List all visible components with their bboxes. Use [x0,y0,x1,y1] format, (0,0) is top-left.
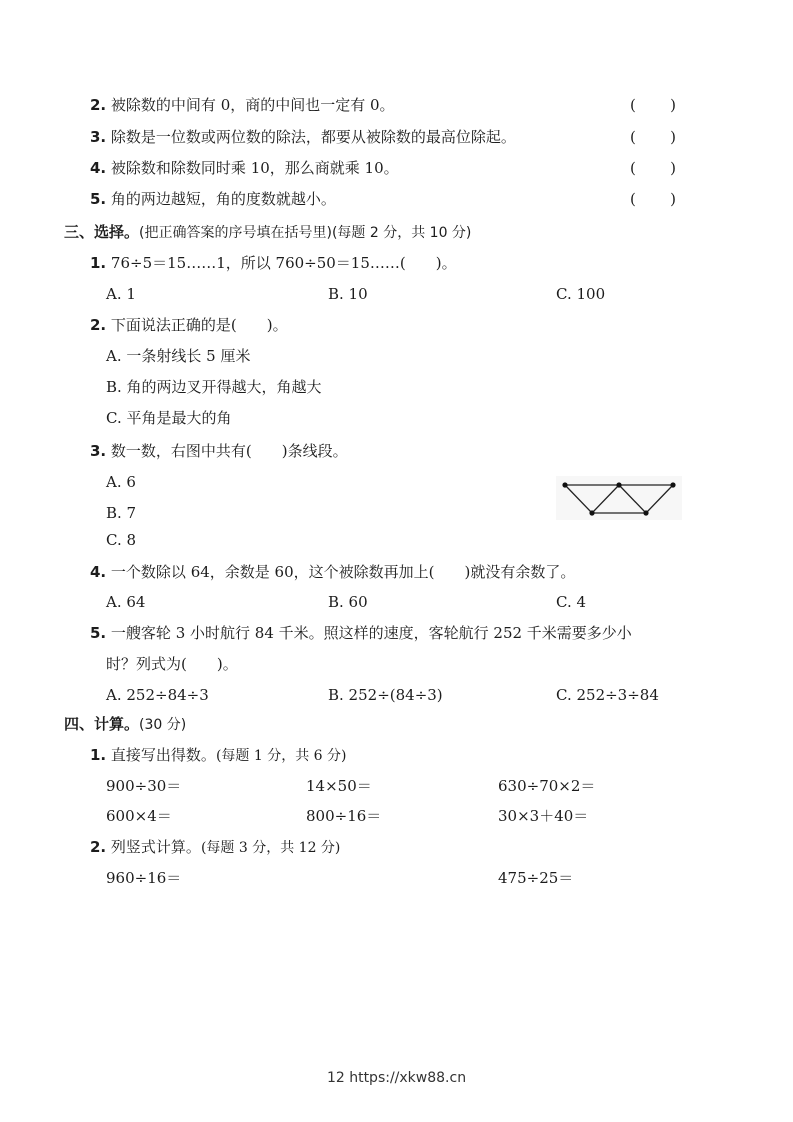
question-number: 4. [90,563,107,581]
answer-parentheses[interactable]: ( ) [630,159,676,177]
question-note: (每题 3 分，共 12 分) [200,840,341,856]
point [616,482,621,487]
question-note: (每题 1 分，共 6 分) [215,748,347,764]
calc-problem: 475÷25＝ [498,869,574,887]
calc-problem: 960÷16＝ [106,869,182,887]
answer-parentheses[interactable]: ( ) [630,128,676,146]
calc-problem: 800÷16＝ [306,807,382,825]
calc-problem: 600×4＝ [106,807,172,825]
option-a[interactable]: A. 252÷84÷3 [106,686,209,704]
line-segment-figure [556,476,682,520]
option-a[interactable]: A. 1 [106,285,136,303]
item-number: 3. [90,128,107,146]
question-number: 2. [90,316,107,334]
question-text: 76÷5＝15……1，所以 760÷50＝15……( )。 [110,254,457,272]
question-number: 2. [90,838,107,856]
question [90,837,340,858]
item-text: 角的两边越短，角的度数就越小。 [110,190,336,208]
section-note: (把正确答案的序号填在括号里)(每题 2 分，共 10 分) [139,225,472,241]
item-number: 5. [90,190,107,208]
calc-problem: 30×3＋40＝ [498,807,589,825]
option-a[interactable]: A. 一条射线长 5 厘米 [106,347,251,365]
point [670,482,675,487]
section-title: 三、选择。(把正确答案的序号填在括号里)(每题 2 分，共 10 分) [64,223,472,241]
calc-problem: 14×50＝ [306,777,372,795]
question [90,253,457,273]
option-b[interactable]: B. 7 [106,504,137,522]
question-text: 直接写出得数。 [110,746,216,764]
option-a[interactable]: A. 64 [106,593,146,611]
item-text: 被除数和除数同时乘 10，那么商就乘 10。 [110,159,399,177]
judge-item [90,127,516,147]
section-note: (30 分) [139,717,187,733]
page-footer: 12 https://xkw88.cn [326,1070,467,1086]
option-b[interactable]: B. 60 [328,593,368,611]
option-c[interactable]: C. 平角是最大的角 [106,409,232,427]
question-text-continued: 时？列式为( )。 [106,655,238,673]
option-a[interactable]: A. 6 [106,473,136,491]
question-number: 3. [90,442,107,460]
point [643,510,648,515]
question [90,441,348,461]
question [90,562,575,582]
judge-item [90,158,399,178]
option-c[interactable]: C. 252÷3÷84 [556,686,659,704]
question-text: 列竖式计算。 [110,838,201,856]
question-text: 一艘客轮 3 小时航行 84 千米。照这样的速度，客轮航行 252 千米需要多少小 [110,624,632,642]
question [90,745,346,766]
point [562,482,567,487]
option-b[interactable]: B. 角的两边叉开得越大，角越大 [106,378,322,396]
question-text: 数一数，右图中共有( )条线段。 [110,442,348,460]
question [90,623,632,643]
option-c[interactable]: C. 100 [556,285,606,303]
item-number: 4. [90,159,107,177]
answer-parentheses[interactable]: ( ) [630,190,676,208]
point [589,510,594,515]
option-b[interactable]: B. 252÷(84÷3) [328,686,443,704]
option-b[interactable]: B. 10 [328,285,368,303]
question-text: 一个数除以 64，余数是 60，这个被除数再加上( )就没有余数了。 [110,563,576,581]
question-number: 5. [90,624,107,642]
calc-problem: 630÷70×2＝ [498,777,596,795]
item-text: 除数是一位数或两位数的除法，都要从被除数的最高位除起。 [110,128,516,146]
question-number: 1. [90,746,107,764]
item-text: 被除数的中间有 0，商的中间也一定有 0。 [110,96,395,114]
calc-problem: 900÷30＝ [106,777,182,795]
judge-item [90,189,336,209]
section-title: 四、计算。(30 分) [64,715,187,733]
question-text: 下面说法正确的是( )。 [110,316,288,334]
option-c[interactable]: C. 8 [106,531,137,549]
question [90,315,288,335]
answer-parentheses[interactable]: ( ) [630,96,676,114]
option-c[interactable]: C. 4 [556,593,587,611]
question-number: 1. [90,254,107,272]
judge-item [90,95,395,115]
item-number: 2. [90,96,107,114]
